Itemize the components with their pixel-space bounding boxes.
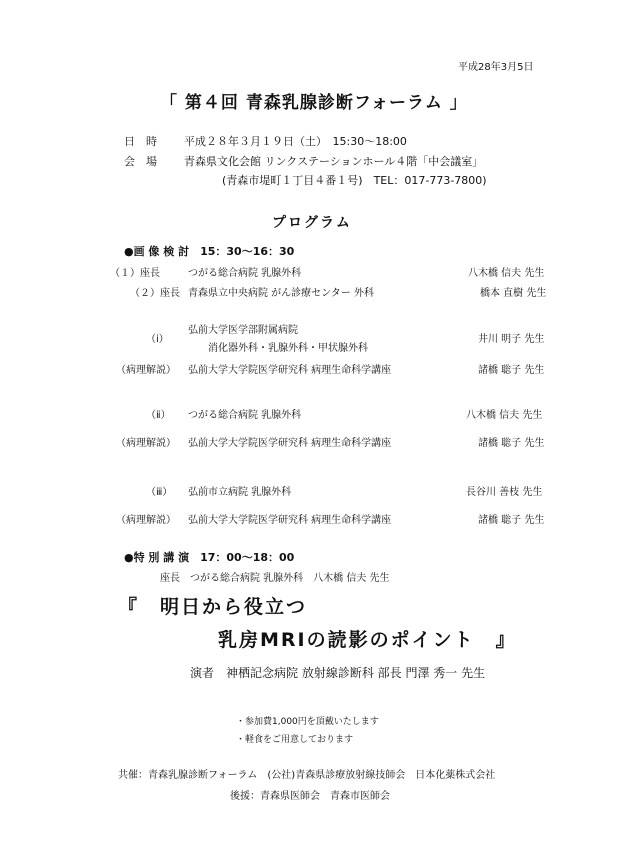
pathology-label: （病理解説） (116, 438, 176, 449)
case-presenter: 井川 明子 先生 (478, 334, 545, 345)
program-title: プログラム (272, 215, 352, 231)
lecture-title-line2: 乳房MRIの読影のポイント 』 (218, 629, 517, 651)
pathology-affiliation: 弘前大学大学院医学研究科 病理生命科学講座 (188, 365, 392, 376)
case-affiliation-dept: 消化器外科・乳腺外科・甲状腺外科 (208, 343, 368, 354)
pathology-label: （病理解説） (116, 515, 176, 526)
pathology-label: （病理解説） (116, 365, 176, 376)
pathology-presenter: 諸橋 聡子 先生 (478, 515, 545, 526)
venue-address: (青森市堤町１丁目４番１号) TEL：017-773-7800) (222, 174, 487, 187)
venue-line (124, 153, 483, 169)
venue-label: 会 場 (124, 155, 157, 168)
datetime-line (124, 133, 407, 149)
pathology-presenter: 諸橋 聡子 先生 (478, 365, 545, 376)
chair2-label: （２）座長 (130, 288, 180, 299)
chair1-affiliation: つがる総合病院 乳腺外科 (188, 268, 302, 279)
pathology-affiliation: 弘前大学大学院医学研究科 病理生命科学講座 (188, 438, 392, 449)
case-presenter: 八木橋 信夫 先生 (466, 410, 543, 421)
chair1-name: 八木橋 信夫 先生 (468, 268, 545, 279)
datetime-value: 平成２８年３月１９日（土） 15:30〜18:00 (184, 135, 407, 148)
meal-note: ・軽食をご用意しております (236, 735, 354, 745)
case-number: （ⅰ） (146, 334, 169, 345)
chair1-label: （１）座長 (110, 268, 160, 279)
case-affiliation: 弘前市立病院 乳腺外科 (188, 487, 292, 498)
chair2-name: 橋本 直樹 先生 (480, 288, 547, 299)
datetime-label: 日 時 (124, 135, 157, 148)
case-affiliation: 弘前大学医学部附属病院 (188, 325, 298, 336)
case-presenter: 長谷川 善枝 先生 (466, 487, 543, 498)
special-lecture-chair: 座長 つがる総合病院 乳腺外科 八木橋 信夫 先生 (160, 573, 390, 584)
chair2-affiliation: 青森県立中央病院 がん診療センター 外科 (188, 288, 374, 299)
support-line: 後援：青森県医師会 青森市医師会 (230, 791, 390, 802)
lecture-title-line1: 『 明日から役立つ (118, 596, 308, 618)
case-review-heading: ●画 像 検 討 15：30〜16：30 (124, 245, 295, 258)
special-lecture-heading: ●特 別 講 演 17：00〜18：00 (124, 551, 295, 564)
lecture-speaker: 演者 神栖記念病院 放射線診断科 部長 門澤 秀一 先生 (190, 666, 486, 680)
case-affiliation: つがる総合病院 乳腺外科 (188, 410, 302, 421)
cohosts-line: 共催：青森乳腺診断フォーラム (公社)青森県診療放射線技師会 日本化薬株式会社 (118, 770, 496, 781)
pathology-presenter: 諸橋 聡子 先生 (478, 438, 545, 449)
forum-title: 「 第４回 青森乳腺診断フォーラム 」 (160, 93, 468, 113)
case-number: （ⅱ） (146, 410, 171, 421)
document-date: 平成28年3月5日 (458, 62, 534, 73)
pathology-affiliation: 弘前大学大学院医学研究科 病理生命科学講座 (188, 515, 392, 526)
fee-note: ・参加費1,000円を頂戴いたします (236, 717, 379, 727)
venue-value: 青森県文化会館 リンクステーションホール４階「中会議室」 (184, 155, 484, 168)
case-number: （ⅲ） (146, 487, 173, 498)
